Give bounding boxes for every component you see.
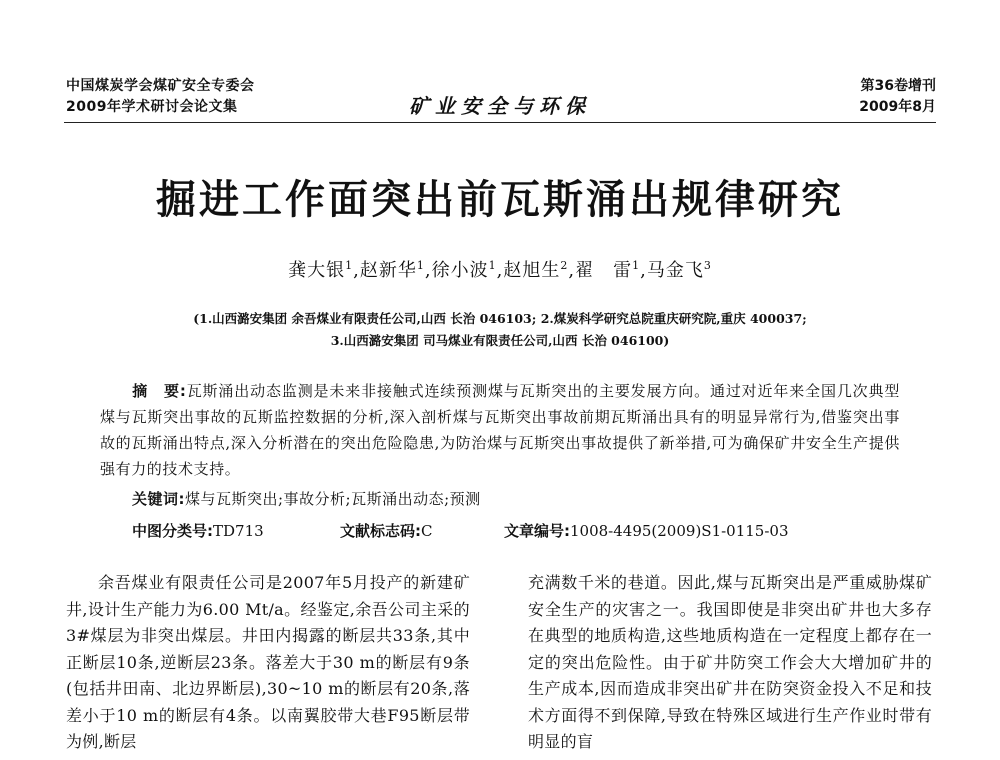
author-list: 龚大银$^1$,赵新华$^1$,徐小波$^1$,赵旭生$^2$,翟 雷$^1$,马金飞$^3$: [288, 259, 712, 281]
body-column-left: [66, 570, 470, 756]
author: 赵旭生$^2$: [503, 259, 569, 281]
author: 马金飞$^3$: [646, 259, 712, 281]
paper-title: 掘进工作面突出前瓦斯涌出规律研究: [156, 177, 844, 223]
issue-date: 2009年8月: [859, 99, 936, 115]
proceedings-org: 中国煤炭学会煤矿安全专委会: [66, 78, 255, 94]
abstract-label: 摘 要:: [132, 382, 187, 400]
issue-info: [859, 76, 936, 118]
document-code: 文献标志码:C: [340, 522, 433, 540]
author: 徐小波$^1$: [431, 259, 497, 281]
proceedings-title: 2009年学术研讨会论文集: [66, 99, 238, 115]
abstract: [100, 378, 900, 482]
article-number: 文章编号:1008-4495(2009)S1-0115-03: [504, 522, 789, 540]
keywords: [132, 488, 481, 509]
clc-number: 中图分类号:TD713: [132, 522, 264, 540]
author: 赵新华$^1$: [359, 259, 425, 281]
body-column-right: [528, 570, 932, 756]
affiliation-line: 3.山西潞安集团 司马煤业有限责任公司,山西 长治 046100): [330, 333, 670, 348]
volume-label: 第36卷增刊: [860, 78, 936, 94]
affiliations: [0, 308, 1000, 352]
author: 龚大银$^1$: [288, 259, 354, 281]
header-divider: [64, 122, 936, 123]
keywords-text: 煤与瓦斯突出;事故分析;瓦斯涌出动态;预测: [185, 490, 481, 508]
body-paragraph: 充满数千米的巷道。因此,煤与瓦斯突出是严重威胁煤矿安全生产的灾害之一。我国即使是非突出矿井也大多存在典型的地质构造,这些地质构造在一定程度上都存在一定的突出危险性。由于矿井防突工作会大大增加矿井的生产成本,因而造成非突出矿井在防突资金投入不足和技术方面得不到保障,导致在特殊区域进行生产作业时带有明显的盲: [528, 573, 932, 751]
author: 翟 雷$^1$: [575, 259, 641, 281]
abstract-text: 瓦斯涌出动态监测是未来非接触式连续预测煤与瓦斯突出的主要发展方向。通过对近年来全国几次典型煤与瓦斯突出事故的瓦斯监控数据的分析,深入剖析煤与瓦斯突出事故前期瓦斯涌出具有的明显异常行为,借鉴突出事故的瓦斯涌出特点,深入分析潜在的突出危险隐患,为防治煤与瓦斯突出事故提供了新举措,可为确保矿井安全生产提供强有力的技术支持。: [100, 382, 900, 478]
keywords-label: 关键词:: [132, 490, 185, 508]
journal-name: 矿业安全与环保: [409, 94, 591, 118]
affiliation-line: (1.山西潞安集团 余吾煤业有限责任公司,山西 长治 046103; 2.煤炭科学研究总院重庆研究院,重庆 400037;: [193, 311, 807, 326]
body-paragraph: 余吾煤业有限责任公司是2007年5月投产的新建矿井,设计生产能力为6.00 Mt/a。经鉴定,余吾公司主采的3#煤层为非突出煤层。井田内揭露的断层共33条,其中正断层10条,逆断层23条。落差大于30 m的断层有9条(包括井田南、北边界断层),30~10 m的断层有20条,落差小于10 m的断层有4条。以南翼胶带大巷F95断层带为例,断层: [66, 573, 470, 751]
